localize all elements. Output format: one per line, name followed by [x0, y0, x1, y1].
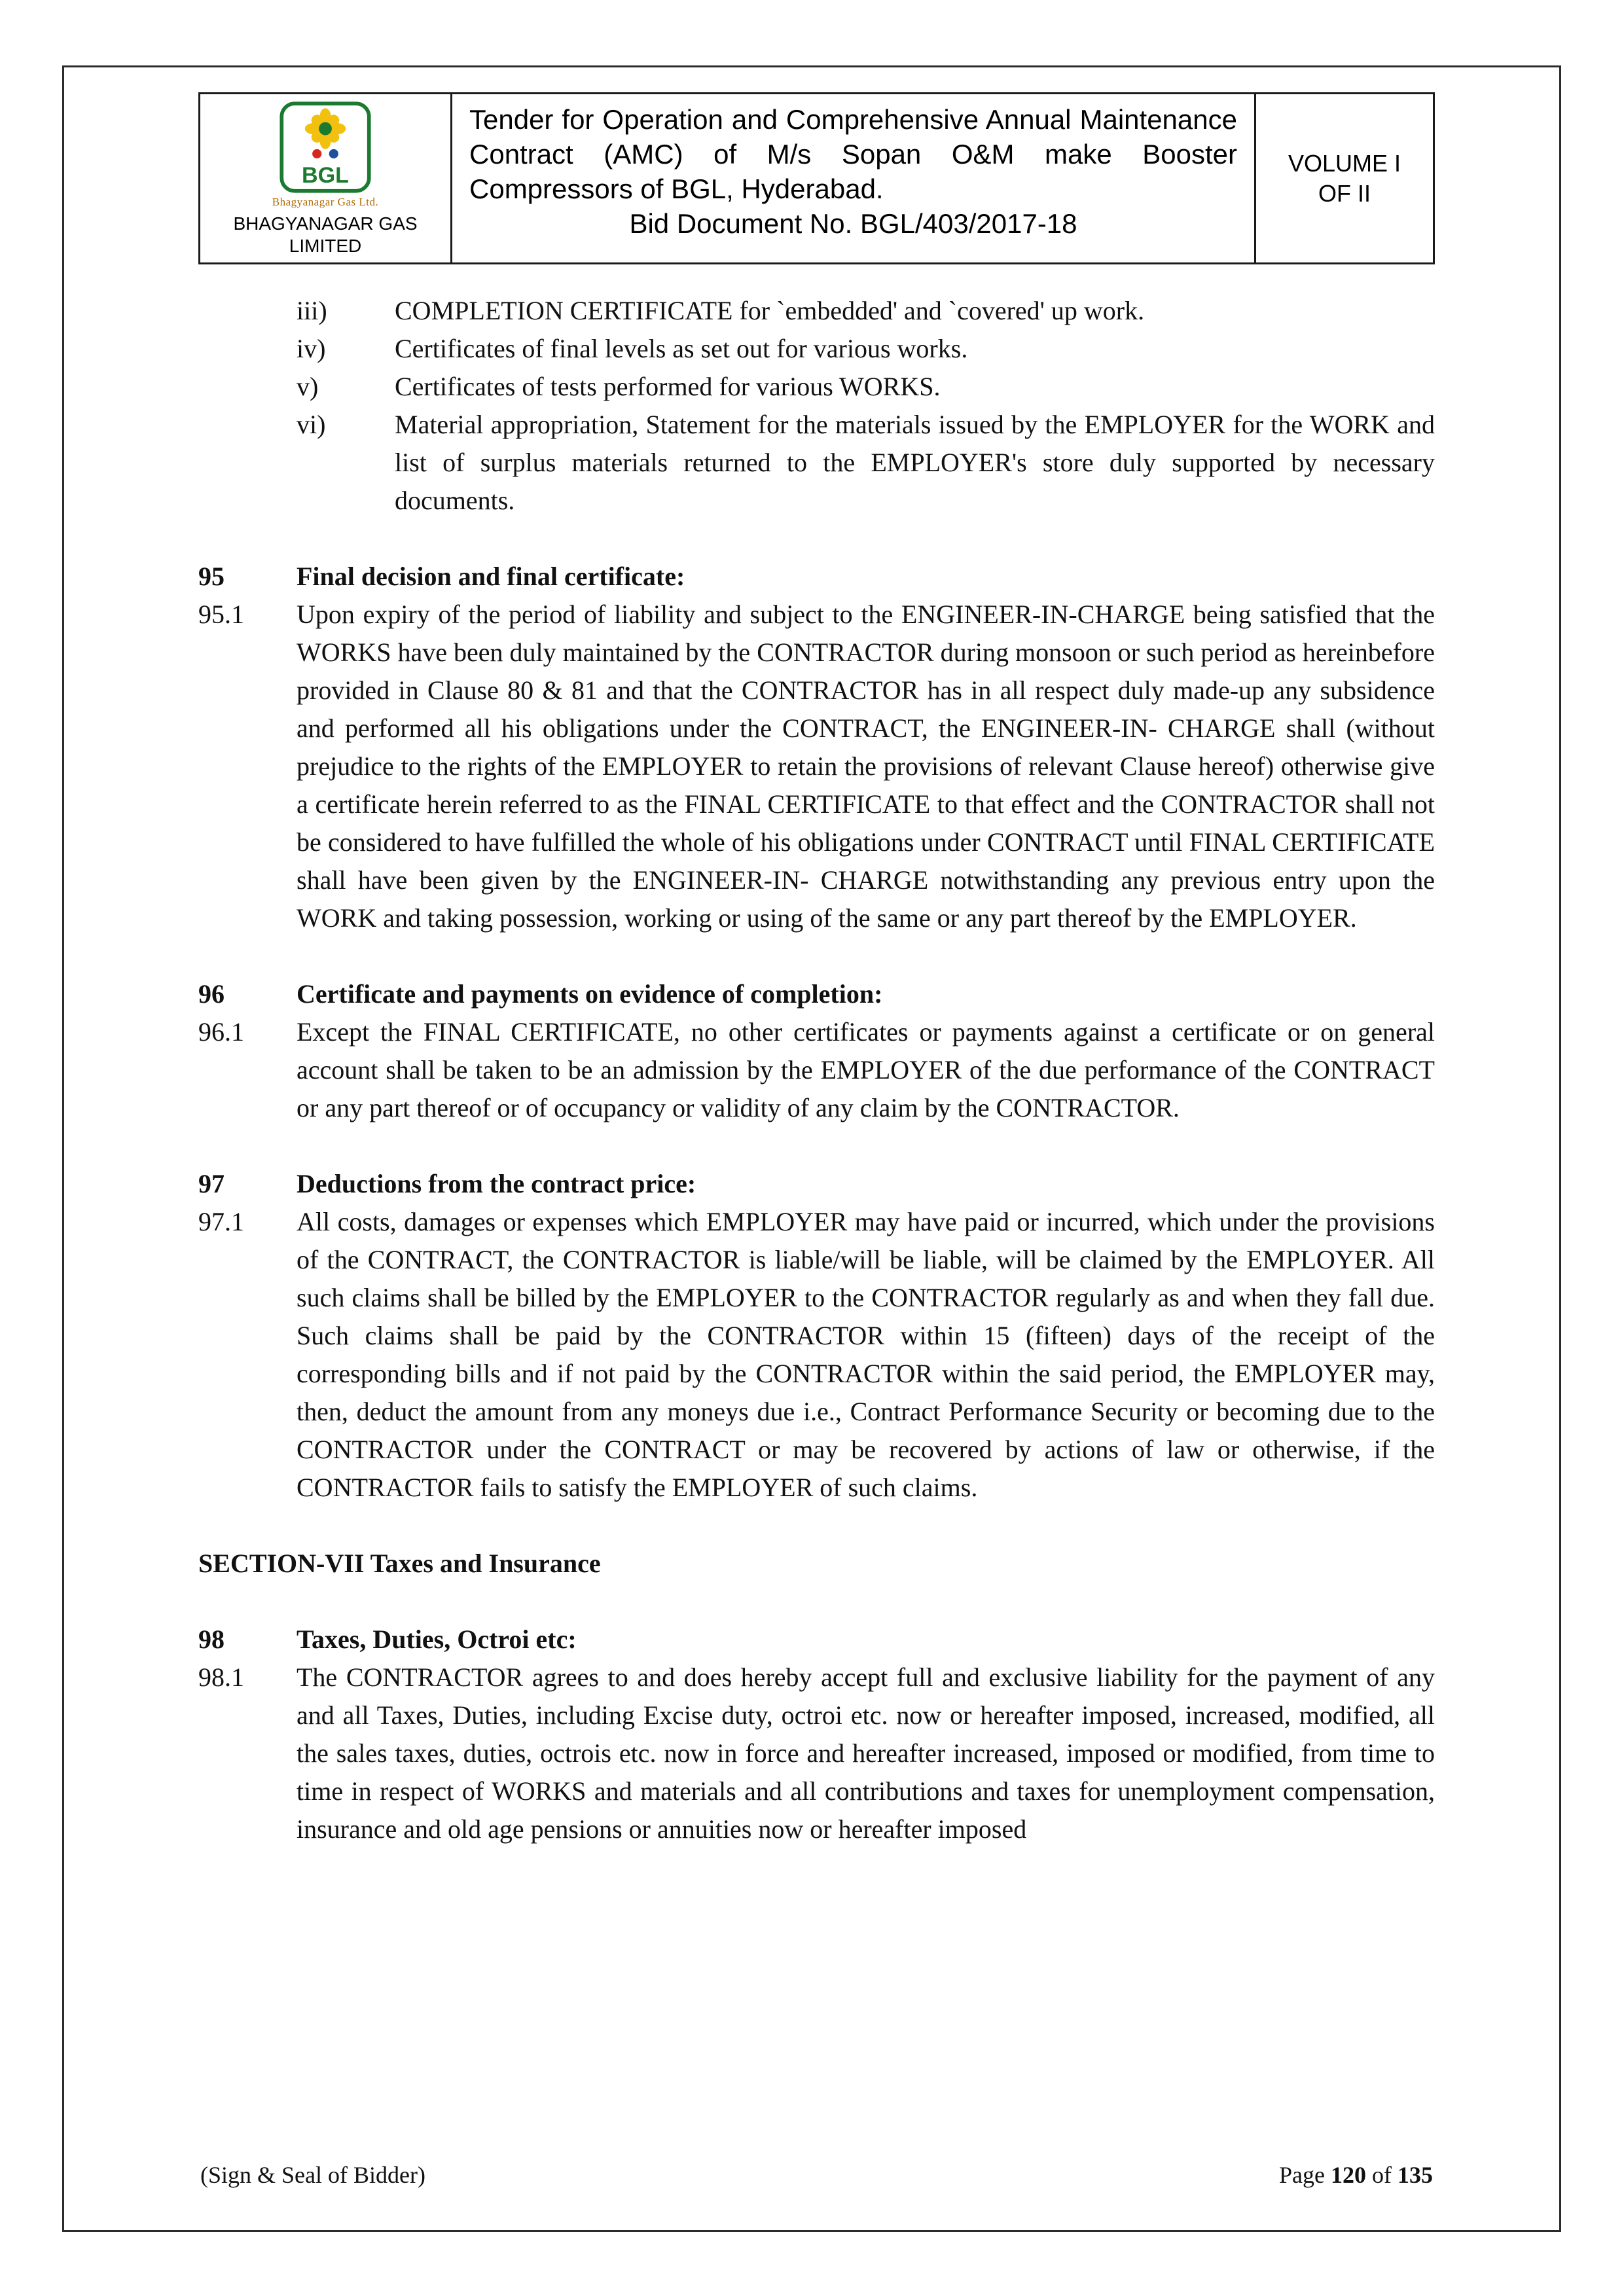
- volume-line-2: OF II: [1318, 179, 1371, 207]
- page-footer: [200, 2161, 1433, 2189]
- document-header: [198, 92, 1435, 264]
- list-item: [198, 292, 1435, 330]
- clause-body-row: [198, 1203, 1435, 1507]
- clause-body-text: Except the FINAL CERTIFICATE, no other certificates or payments against a certificate or on general account shall be taken to be an admission by the EMPLOYER of the due performance of the CONTRACT or any part thereof or of occupancy or validity of any claim by the CONTRACTOR.: [297, 1017, 1435, 1122]
- bgl-logo-icon: [276, 101, 374, 194]
- list-item: [198, 368, 1435, 406]
- clause-heading-row: [198, 975, 1435, 1013]
- list-marker: v): [297, 372, 319, 401]
- red-drop-icon: [312, 149, 321, 158]
- clause-number: 98: [198, 1624, 225, 1654]
- clause-body-row: [198, 1659, 1435, 1848]
- clause-heading-row: [198, 1621, 1435, 1659]
- list-marker: iii): [297, 296, 327, 325]
- page-number-indicator: [1279, 2161, 1433, 2189]
- section-heading: SECTION-VII Taxes and Insurance: [198, 1549, 601, 1578]
- clause-heading: Final decision and final certificate:: [297, 562, 685, 591]
- company-name: BHAGYANAGAR GAS LIMITED: [233, 213, 418, 256]
- volume-line-1: VOLUME I: [1288, 149, 1401, 177]
- sign-seal-note: (Sign & Seal of Bidder): [200, 2162, 425, 2188]
- clause-heading: Deductions from the contract price:: [297, 1169, 696, 1198]
- clause-number: 95: [198, 562, 225, 591]
- clause-heading-row: [198, 1165, 1435, 1203]
- list-marker: vi): [297, 410, 326, 439]
- list-text: Material appropriation, Statement for the materials issued by the EMPLOYER for the WORK and list of surplus materials returned to the EMPLOYER's store duly supported by necessary documents.: [395, 410, 1435, 515]
- clause-body-row: [198, 1013, 1435, 1127]
- clause-heading: Taxes, Duties, Octroi etc:: [297, 1624, 577, 1654]
- clause-body-text: Upon expiry of the period of liability and subject to the ENGINEER-IN-CHARGE being satisfied that the WORKS have been duly maintained by the CONTRACTOR during monsoon or such period as hereinbefore provided in Clause 80 & 81 and that the CONTRACTOR has in all respect duly made-up any subsidence and performed all his obligations under the CONTRACT, the ENGINEER-IN- CHARGE shall (without prejudice to the rights of the EMPLOYER to retain the provisions of relevant Clause hereof) otherwise give a certificate herein referred to as the FINAL CERTIFICATE to that effect and the CONTRACTOR shall not be considered to have fulfilled the whole of his obligations under CONTRACT until FINAL CERTIFICATE shall have been given by the ENGINEER-IN- CHARGE notwithstanding any previous entry upon the WORK and taking possession, working or using of the same or any part thereof by the EMPLOYER.: [297, 600, 1435, 933]
- clause-heading-row: [198, 558, 1435, 596]
- current-page-number: 120: [1331, 2162, 1366, 2188]
- clause-sub-number: 96.1: [198, 1017, 244, 1047]
- clause-number: 96: [198, 979, 225, 1009]
- list-item: [198, 406, 1435, 520]
- title-cell: [452, 94, 1256, 262]
- clause-sub-number: 95.1: [198, 600, 244, 629]
- logo-subtitle: Bhagyanagar Gas Ltd.: [272, 196, 379, 208]
- tender-title: Tender for Operation and Comprehensive Annual Maintenance Contract (AMC) of M/s Sopan O&M make Booster Compressors of BGL, Hyderabad.: [469, 104, 1237, 204]
- logo-cell: [200, 94, 452, 262]
- clause-body-text: All costs, damages or expenses which EMPLOYER may have paid or incurred, which under the provisions of the CONTRACT, the CONTRACTOR is liable/will be liable, will be claimed by the EMPLOYER. All such claims shall be billed by the EMPLOYER to the CONTRACTOR regularly as and when they fall due. Such claims shall be paid by the CONTRACTOR within 15 (fifteen) days of the receipt of the corresponding bills and if not paid by the CONTRACTOR within the said period, the EMPLOYER may, then, deduct the amount from any moneys due i.e., Contract Performance Security or becoming due to the CONTRACTOR under the CONTRACT or may be recovered by actions of law or otherwise, if the CONTRACTOR fails to satisfy the EMPLOYER of such claims.: [297, 1207, 1435, 1502]
- clause-sub-number: 98.1: [198, 1662, 244, 1692]
- of-word: of: [1372, 2162, 1392, 2188]
- page-word: Page: [1279, 2162, 1325, 2188]
- page-border: [62, 65, 1561, 2232]
- clause-heading: Certificate and payments on evidence of completion:: [297, 979, 883, 1009]
- list-text: Certificates of final levels as set out for various works.: [395, 334, 968, 363]
- list-text: Certificates of tests performed for various WORKS.: [395, 372, 941, 401]
- list-item: [198, 330, 1435, 368]
- total-page-count: 135: [1398, 2162, 1433, 2188]
- clause-body-row: [198, 596, 1435, 937]
- logo-acronym: BGL: [302, 162, 349, 188]
- bid-document-number: Bid Document No. BGL/403/2017-18: [629, 208, 1077, 239]
- document-body: [198, 292, 1435, 1848]
- volume-cell: [1256, 94, 1433, 262]
- clause-number: 97: [198, 1169, 225, 1198]
- list-marker: iv): [297, 334, 326, 363]
- page-content-area: [64, 67, 1559, 2230]
- clause-body-text: The CONTRACTOR agrees to and does hereby accept full and exclusive liability for the payment of any and all Taxes, Duties, including Excise duty, octroi etc. now or hereafter imposed, increased, modified, all the sales taxes, duties, octrois etc. now in force and hereafter increased, imposed or modified, from time to time in respect of WORKS and materials and all contributions and taxes for unemployment compensation, insurance and old age pensions or annuities now or hereafter imposed: [297, 1662, 1435, 1844]
- blue-drop-icon: [329, 149, 338, 158]
- list-text: COMPLETION CERTIFICATE for `embedded' and `covered' up work.: [395, 296, 1145, 325]
- clause-sub-number: 97.1: [198, 1207, 244, 1236]
